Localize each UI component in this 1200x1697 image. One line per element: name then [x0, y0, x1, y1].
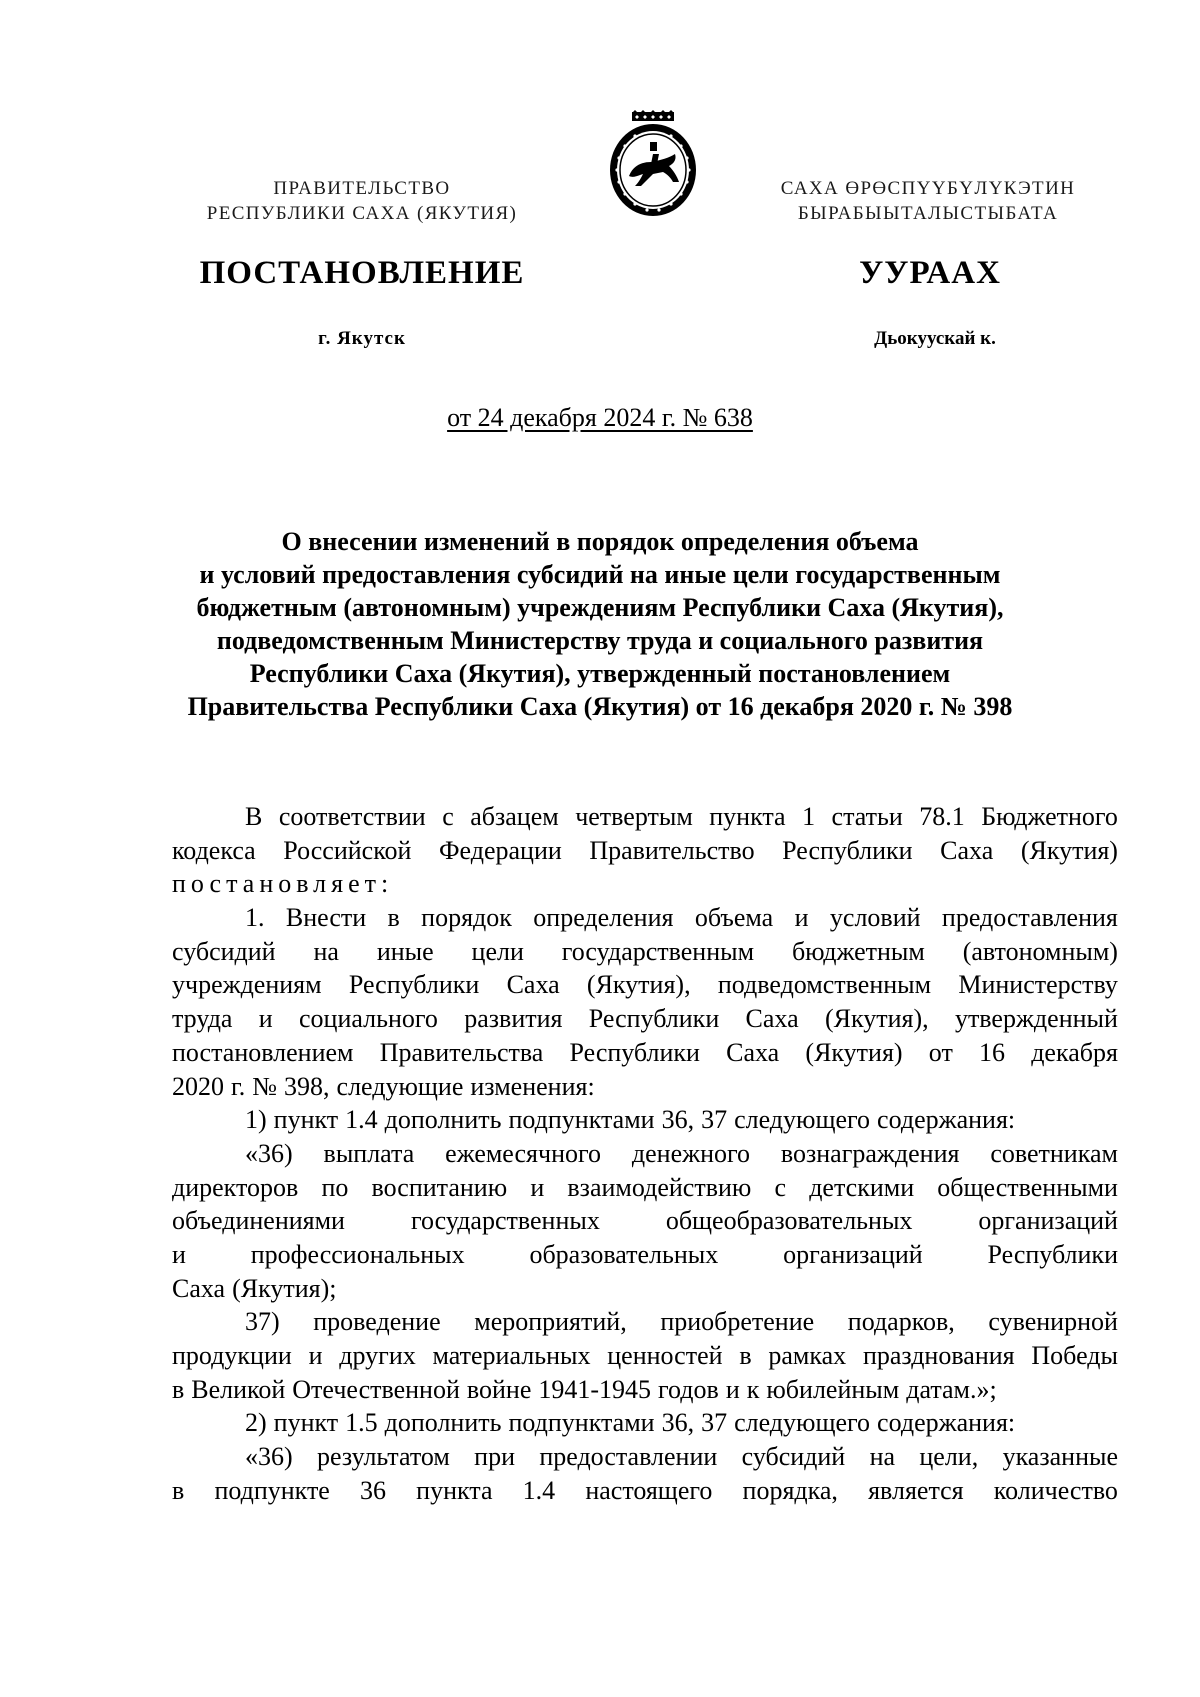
- body-word: иные: [376, 936, 434, 966]
- body-word: Министерству: [958, 970, 1118, 1000]
- body-word: развития: [464, 1004, 563, 1034]
- body-word: детскими: [809, 1172, 915, 1202]
- body-word: Саха: [745, 1004, 799, 1034]
- body-word: (Якутия),: [824, 1004, 929, 1034]
- body-word: пункт: [273, 1408, 339, 1438]
- body-word: ежемесячного: [445, 1138, 602, 1168]
- document-body: [172, 800, 1118, 1507]
- body-word: следующего: [734, 1408, 871, 1438]
- body-word: пункта: [416, 1475, 493, 1505]
- body-word: 1941-1945: [538, 1374, 652, 1404]
- body-line: [172, 867, 1118, 901]
- header-right-line-2: БЫРАБЫЫТАЛЫСТЫБАТА: [797, 203, 1059, 224]
- body-word: других: [339, 1341, 416, 1370]
- body-word: организаций: [783, 1239, 923, 1269]
- body-word: «36): [245, 1442, 293, 1472]
- body-word: войне: [466, 1374, 532, 1404]
- body-word: 398,: [284, 1071, 330, 1101]
- body-word: Республики: [987, 1239, 1118, 1269]
- body-word: Отечественной: [292, 1374, 460, 1404]
- body-word: дополнить: [384, 1105, 502, 1135]
- body-word: Саха: [940, 835, 994, 865]
- body-word: общественными: [937, 1172, 1118, 1202]
- body-line: [172, 1406, 1118, 1440]
- body-word: и: [308, 1341, 323, 1370]
- body-line: [172, 1373, 1118, 1407]
- body-line: [172, 1070, 1118, 1104]
- body-word: подпункте: [214, 1475, 330, 1505]
- title-line: Правительства Республики Саха (Якутия) от 16 декабря 2020 г. № 398: [187, 692, 1013, 721]
- body-word: порядка,: [742, 1475, 838, 1505]
- body-word: содержания:: [877, 1408, 1016, 1438]
- body-line: [172, 1440, 1118, 1474]
- body-word: цели: [471, 936, 524, 966]
- header-right-sakha: [718, 176, 1138, 226]
- body-word: содержания:: [877, 1105, 1016, 1135]
- body-word: воспитанию: [371, 1172, 508, 1202]
- body-word: 16: [979, 1037, 1005, 1067]
- body-line: [172, 1204, 1118, 1238]
- body-word: указанные: [1002, 1442, 1118, 1472]
- body-word: Саха: [726, 1037, 780, 1067]
- body-word: 36: [360, 1475, 387, 1505]
- body-word: (автономным): [962, 936, 1118, 966]
- body-word: юбилейным: [766, 1374, 900, 1404]
- body-word: в: [387, 903, 400, 933]
- body-word: 36,: [661, 1105, 695, 1135]
- body-line: [172, 1272, 1118, 1306]
- body-word: субсидий: [741, 1442, 846, 1472]
- body-word: условий: [829, 903, 921, 933]
- body-word: предоставления: [941, 903, 1118, 933]
- body-word: датам.»;: [906, 1374, 997, 1404]
- body-word: с: [442, 802, 454, 831]
- body-word: (Якутия),: [586, 970, 691, 1000]
- header-left-line-2: РЕСПУБЛИКИ САХА (ЯКУТИЯ): [206, 203, 518, 224]
- body-word: 1.5: [345, 1408, 378, 1438]
- body-word: советникам: [990, 1138, 1118, 1168]
- body-word: кодекса: [172, 835, 256, 865]
- body-word: годов: [658, 1374, 719, 1404]
- body-word: Правительства: [379, 1037, 544, 1067]
- body-word: и: [794, 903, 809, 933]
- body-word: 37: [701, 1105, 728, 1135]
- body-word: следующие: [336, 1071, 464, 1101]
- body-word: статьи: [831, 802, 903, 831]
- body-line: [172, 1171, 1118, 1205]
- body-word: приобретение: [660, 1307, 815, 1337]
- body-word: дополнить: [384, 1408, 502, 1438]
- body-word: государственных: [410, 1206, 600, 1236]
- body-word: на: [869, 1442, 896, 1472]
- body-line: [172, 1002, 1118, 1036]
- body-word: Федерации: [438, 835, 562, 865]
- body-word: является: [868, 1475, 964, 1505]
- body-word: (Якутия): [805, 1037, 903, 1067]
- body-word: при: [474, 1442, 515, 1472]
- city-sakha: Дьокуускай к.: [874, 328, 996, 349]
- body-word: образовательных: [529, 1239, 719, 1269]
- body-word: Саха: [172, 1273, 226, 1303]
- body-line: [172, 800, 1118, 834]
- body-word: мероприятий,: [474, 1307, 627, 1337]
- body-line: [172, 834, 1118, 868]
- header-left-ru: [152, 176, 572, 226]
- body-word: на: [313, 936, 339, 966]
- body-word: общеобразовательных: [665, 1206, 913, 1236]
- body-word: профессиональных: [250, 1239, 465, 1269]
- body-line: [172, 1339, 1118, 1373]
- body-word: г.: [231, 1071, 246, 1101]
- body-word: с: [774, 1172, 787, 1202]
- body-word: пункт: [273, 1105, 339, 1135]
- title-line: и условий предоставления субсидий на иные цели государственным: [199, 560, 1001, 589]
- body-word: к: [746, 1374, 760, 1404]
- body-word: 36,: [661, 1408, 695, 1438]
- title-line: бюджетным (автономным) учреждениям Республики Саха (Якутия),: [196, 593, 1004, 622]
- body-line: [172, 968, 1118, 1002]
- body-word: в: [739, 1341, 752, 1370]
- body-word: рамках: [768, 1341, 847, 1370]
- body-word: сувенирной: [988, 1307, 1118, 1337]
- body-line: [172, 1036, 1118, 1070]
- body-word: празднования: [862, 1341, 1015, 1370]
- body-word: декабря: [1031, 1037, 1118, 1067]
- body-word: настоящего: [585, 1475, 713, 1505]
- doc-type-sakha: УУРААХ: [859, 255, 1001, 291]
- body-word: учреждениям: [172, 970, 322, 1000]
- body-word: определения: [533, 903, 674, 933]
- body-word: в: [172, 1475, 185, 1505]
- doc-type-ru: ПОСТАНОВЛЕНИЕ: [199, 255, 525, 291]
- date-number-line: [0, 403, 1200, 433]
- body-word: соответствии: [278, 802, 426, 831]
- title-line: Республики Саха (Якутия), утвержденный постановлением: [249, 659, 951, 688]
- body-line-text: постановляет:: [172, 869, 394, 899]
- body-word: по: [321, 1172, 349, 1202]
- body-word: организаций: [978, 1206, 1118, 1236]
- body-line: [172, 1474, 1118, 1508]
- body-word: 2): [245, 1408, 267, 1438]
- body-word: вознаграждения: [780, 1138, 960, 1168]
- body-word: в: [172, 1374, 185, 1404]
- body-word: количество: [993, 1475, 1118, 1505]
- body-word: ценностей: [607, 1341, 723, 1370]
- body-word: 37: [701, 1408, 728, 1438]
- body-word: 1.4: [345, 1105, 378, 1135]
- body-word: подпунктами: [508, 1105, 655, 1135]
- body-word: и: [725, 1374, 740, 1404]
- body-word: и: [530, 1172, 545, 1202]
- body-word: директоров: [172, 1172, 299, 1202]
- body-word: 78.1: [919, 802, 965, 831]
- body-line: [172, 1305, 1118, 1339]
- body-word: абзацем: [470, 802, 559, 831]
- body-word: социального: [299, 1004, 438, 1034]
- body-word: Победы: [1031, 1341, 1118, 1370]
- header-right-line-1: САХА ӨРӨСПҮҮБҮЛҮКЭТИН: [780, 178, 1076, 199]
- body-word: В: [245, 802, 263, 831]
- city-ru: г. Якутск: [318, 328, 406, 349]
- body-word: 1: [802, 802, 816, 831]
- body-word: утвержденный: [954, 1004, 1118, 1034]
- body-word: (Якутия): [1020, 835, 1118, 865]
- body-line: [172, 1137, 1118, 1171]
- body-word: подарков,: [847, 1307, 955, 1337]
- body-word: и: [172, 1239, 186, 1269]
- body-word: результатом: [317, 1442, 450, 1472]
- body-word: 1): [245, 1105, 267, 1135]
- body-word: выплата: [323, 1138, 415, 1168]
- title-line: подведомственным Министерству труда и социального развития: [216, 626, 984, 655]
- body-word: государственным: [561, 936, 755, 966]
- body-word: труда: [172, 1004, 233, 1034]
- body-word: денежного: [631, 1138, 751, 1168]
- body-word: Российской: [283, 835, 412, 865]
- header-left-line-1: ПРАВИТЕЛЬСТВО: [273, 178, 451, 199]
- body-word: взаимодействию: [567, 1172, 752, 1202]
- body-word: 37): [245, 1307, 280, 1337]
- body-word: Саха: [506, 970, 560, 1000]
- body-word: Правительство: [589, 835, 755, 865]
- date-number-text: от 24 декабря 2024 г. № 638: [447, 403, 753, 432]
- body-word: изменения:: [470, 1071, 595, 1101]
- body-word: 1.4: [522, 1475, 556, 1505]
- body-word: №: [252, 1071, 278, 1101]
- body-word: продукции: [172, 1341, 292, 1370]
- body-word: пункта: [709, 802, 786, 831]
- title-line: О внесении изменений в порядок определения объема: [281, 527, 919, 556]
- body-word: 2020: [172, 1071, 224, 1101]
- body-word: подпунктами: [508, 1408, 655, 1438]
- body-word: Республики: [348, 970, 480, 1000]
- body-word: от: [928, 1037, 953, 1067]
- body-word: следующего: [734, 1105, 871, 1135]
- body-word: предоставлении: [539, 1442, 718, 1472]
- body-word: проведение: [313, 1307, 441, 1337]
- body-line: [172, 1238, 1118, 1272]
- body-word: материальных: [432, 1341, 591, 1370]
- body-word: Внести: [285, 903, 367, 933]
- body-line: [172, 935, 1118, 969]
- body-word: бюджетным: [791, 936, 925, 966]
- body-word: Великой: [191, 1374, 286, 1404]
- document-title: [150, 525, 1050, 723]
- body-word: (Якутия);: [232, 1273, 337, 1303]
- body-line: [172, 1103, 1118, 1137]
- body-word: Республики: [588, 1004, 720, 1034]
- body-word: постановлением: [172, 1037, 354, 1067]
- body-word: подведомственным: [717, 970, 932, 1000]
- body-word: и: [258, 1004, 273, 1034]
- body-word: Бюджетного: [981, 802, 1118, 831]
- body-line: [172, 901, 1118, 935]
- body-word: цели,: [919, 1442, 979, 1472]
- body-word: 1.: [245, 903, 265, 933]
- body-word: порядок: [421, 903, 512, 933]
- body-word: Республики: [782, 835, 913, 865]
- body-word: Республики: [569, 1037, 700, 1067]
- body-word: объема: [694, 903, 774, 933]
- body-word: «36): [245, 1138, 293, 1168]
- coat-of-arms-emblem-icon: [607, 110, 699, 220]
- body-word: четвертым: [575, 802, 693, 831]
- body-word: субсидий: [172, 936, 276, 966]
- body-word: объединениями: [172, 1206, 345, 1236]
